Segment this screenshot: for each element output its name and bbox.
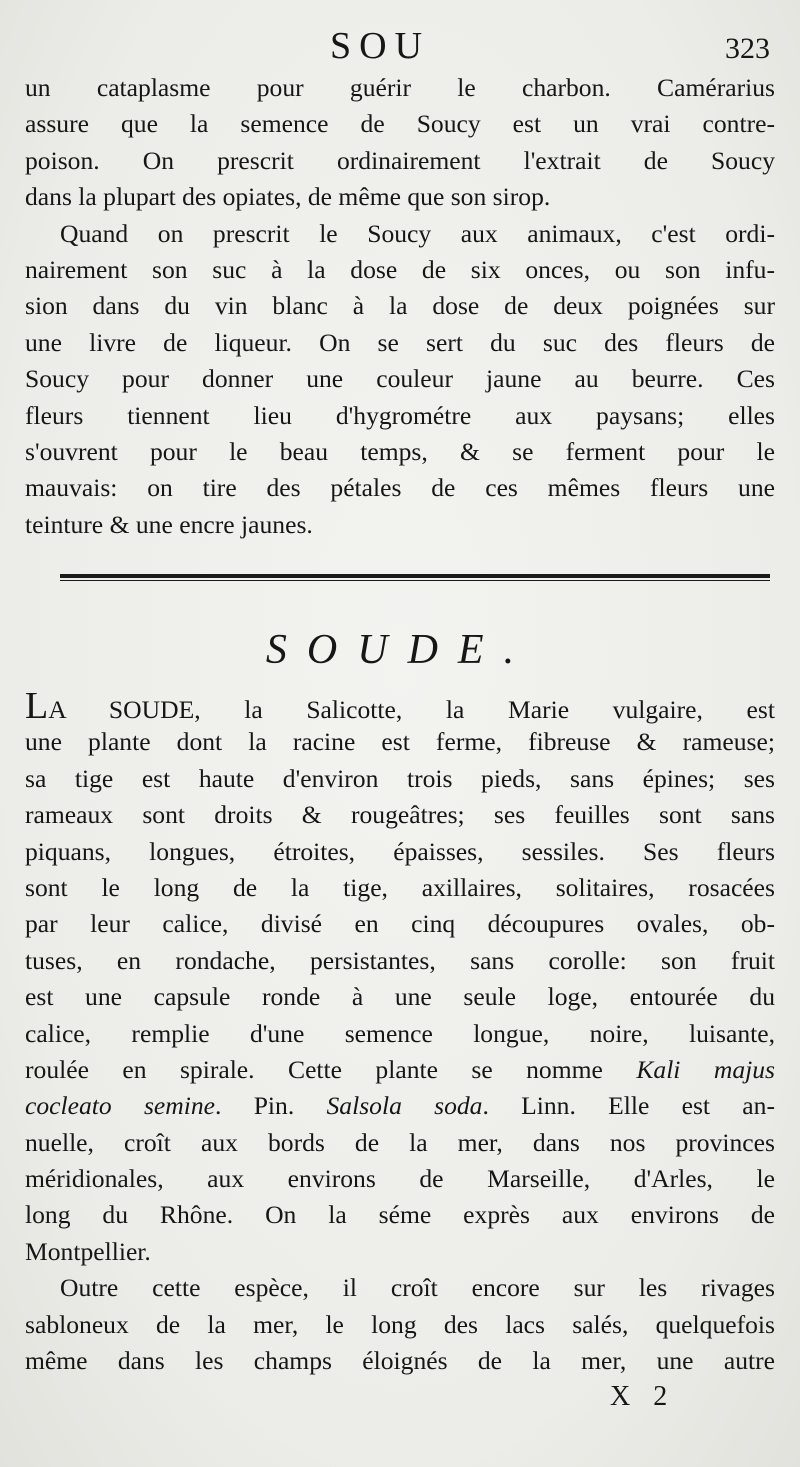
text-line: sont le long de la tige, axillaires, solitaires, rosacées — [25, 872, 775, 902]
latin-name: Salsola soda — [326, 1091, 483, 1121]
text-line: s'ouvrent pour le beau temps, & se ferment pour le — [25, 436, 775, 466]
running-head-word: SOU — [330, 25, 431, 67]
text-line: méridionales, aux environs de Marseille, d'Arles, le — [25, 1164, 775, 1194]
text-line: poison. On prescrit ordinairement l'extrait de Soucy — [25, 145, 775, 175]
page-number: 323 — [725, 32, 770, 65]
latin-name: cocleato semine — [25, 1091, 216, 1121]
text-line: sion dans du vin blanc à la dose de deux poignées sur — [25, 291, 775, 321]
text-line: piquans, longues, étroites, épaisses, sessiles. Ses fleurs — [25, 836, 775, 866]
divider-thick-line — [60, 574, 770, 578]
running-head — [0, 26, 800, 66]
text-line: nuelle, croît aux bords de la mer, dans nos provinces — [25, 1127, 775, 1157]
text-line-first — [25, 685, 775, 727]
text-span: , la Salicotte, la Marie vulgaire, est — [194, 695, 775, 724]
text-line: fleurs tiennent lieu d'hygrométre aux paysans; elles — [25, 400, 775, 430]
text-line: un cataplasme pour guérir le charbon. Camérarius — [25, 73, 775, 102]
text-line: Outre cette espèce, il croît encore sur les rivages — [60, 1273, 775, 1303]
text-line: nairement son suc à la dose de six onces, ou son infu- — [25, 254, 775, 284]
text-line: teinture & une encre jaunes. — [25, 509, 313, 539]
drop-capital: L — [25, 685, 49, 727]
text-line: sa tige est haute d'environ trois pieds, sans épines; ses — [25, 763, 775, 793]
text-line: rameaux sont droits & rougeâtres; ses feuilles sont sans — [25, 800, 775, 830]
soude-entry-text — [25, 685, 775, 1379]
text-line-kali — [25, 1052, 775, 1088]
text-line: long du Rhône. On la séme exprès aux environs de — [25, 1200, 775, 1230]
text-line: par leur calice, divisé en cinq découpures ovales, ob- — [25, 909, 775, 939]
text-line: Quand on prescrit le Soucy aux animaux, c'est ordi- — [60, 218, 775, 248]
text-line: Montpellier. — [25, 1236, 151, 1266]
section-title: SOUDE. — [265, 627, 535, 673]
text-line-salsola — [25, 1088, 775, 1124]
text-line: est une capsule ronde à une seule loge, entourée du — [25, 982, 775, 1012]
divider-thin-line — [60, 580, 770, 581]
signature-mark: X 2 — [610, 1381, 676, 1412]
text-line: calice, remplie d'une semence longue, noire, luisante, — [25, 1018, 775, 1048]
text-line: Soucy pour donner une couleur jaune au beurre. Ces — [25, 364, 775, 394]
small-caps-headword: A SOUDE — [48, 695, 195, 724]
text-line: sabloneux de la mer, le long des lacs salés, quelquefois — [25, 1309, 775, 1339]
text-span: . Pin. — [215, 1091, 327, 1121]
text-line: une livre de liqueur. On se sert du suc des fleurs de — [25, 327, 775, 357]
text-line: assure que la semence de Soucy est un vrai contre- — [25, 109, 775, 139]
text-line: une plante dont la racine est ferme, fibreuse & rameuse; — [25, 727, 775, 757]
text-span: roulée en spirale. Cette plante se nomme — [25, 1054, 637, 1084]
text-line: dans la plupart des opiates, de même que son sirop. — [25, 182, 551, 212]
soucy-continuation-text — [25, 70, 775, 543]
text-span: . Linn. Elle est an- — [482, 1091, 775, 1121]
text-line: tuses, en rondache, persistantes, sans corolle: son fruit — [25, 945, 775, 975]
text-line: même dans les champs éloignés de la mer, une autre — [25, 1346, 775, 1376]
text-line: mauvais: on tire des pétales de ces mêmes fleurs une — [25, 473, 775, 503]
section-divider-rule — [60, 574, 770, 582]
latin-name: Kali majus — [636, 1054, 775, 1084]
